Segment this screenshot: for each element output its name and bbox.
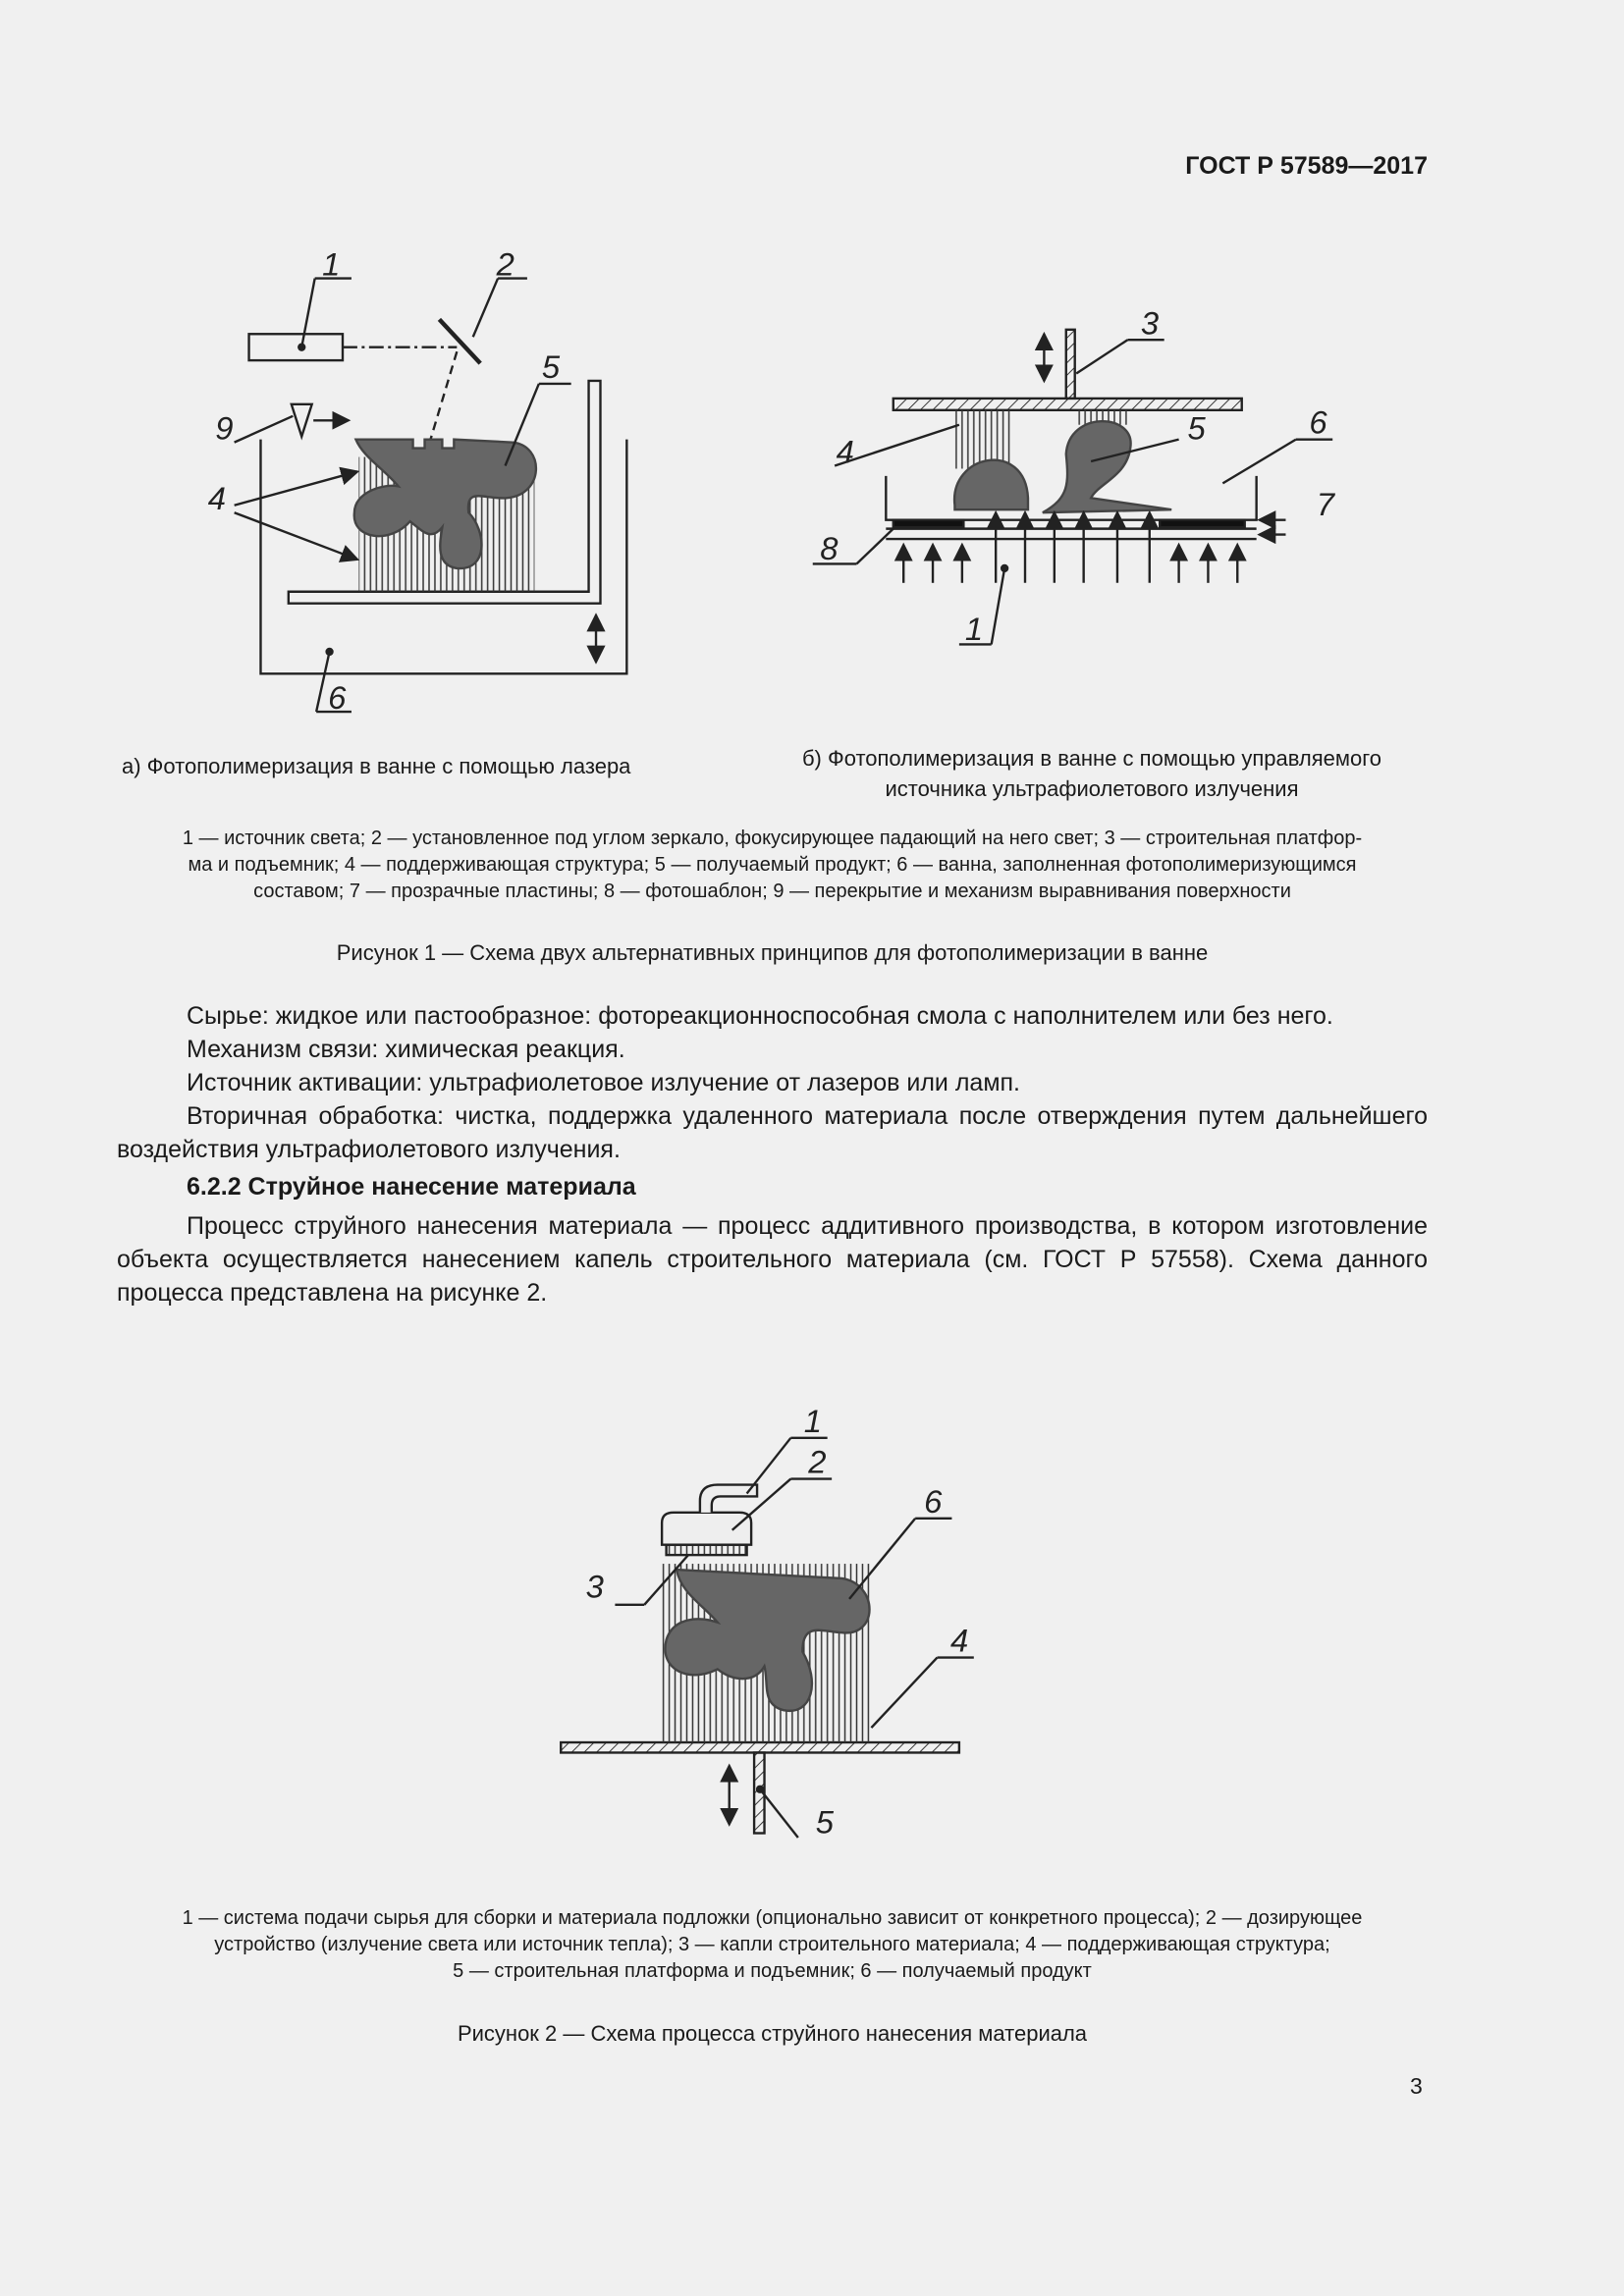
figure1b-caption-line: источника ультрафиолетового излучения <box>885 776 1299 801</box>
fig1b-label: 4 <box>836 433 854 470</box>
figure2-title: Рисунок 2 — Схема процесса струйного нанесения материала <box>457 2021 1088 2046</box>
fig1b-label: 7 <box>1316 486 1335 523</box>
fig1a-label: 6 <box>328 679 347 717</box>
fig1a-label: 4 <box>207 480 227 517</box>
body-text <box>117 999 1428 1309</box>
figure1a-laser-vat <box>235 279 627 712</box>
fig1b-label: 8 <box>820 529 839 566</box>
legend-line: 5 — строительная платформа и подъемник; 6 — получаемый продукт <box>453 1960 1092 1982</box>
figure2-material-jetting <box>561 1438 974 1841</box>
light-source <box>249 334 343 360</box>
fig2-label: 4 <box>949 1622 969 1659</box>
figure1-legend <box>117 826 1428 905</box>
recoater <box>292 404 312 437</box>
legend-line: 1 — система подачи сырья для сборки и материала подложки (опционально зависит от конкретного процесса); 2 — дозирующее <box>182 1907 1363 1929</box>
fig2-label: 1 <box>803 1402 823 1439</box>
paragraph: Сырье: жидкое или пастообразное: фотореакционноспособная смола с наполнителем или без него. <box>187 1002 1333 1030</box>
build-platform <box>561 1742 959 1752</box>
figure1b-caption-line: б) Фотополимеризация в ванне с помощью управляемого <box>801 746 1382 771</box>
figure1-title: Рисунок 1 — Схема двух альтернативных принципов для фотополимеризации в ванне <box>336 940 1209 965</box>
fig1a-label: 1 <box>322 245 341 283</box>
fig2-label: 3 <box>585 1568 604 1605</box>
fig2-label: 5 <box>815 1803 834 1841</box>
figure2-legend <box>117 1905 1428 1985</box>
figure1b-caption <box>748 743 1435 804</box>
dispenser <box>662 1513 751 1545</box>
figure1b-uv-vat <box>813 330 1332 645</box>
figure1a-caption: а) Фотополимеризация в ванне с помощью лазера <box>122 754 631 778</box>
fig1a-label: 5 <box>541 348 561 386</box>
fig1b-label: 6 <box>1309 403 1327 441</box>
fig2-label: 6 <box>924 1482 943 1520</box>
legend-line: 1 — источник света; 2 — установленное под углом зеркало, фокусирующее падающий на него свет; 3 — строительная платфор- <box>182 828 1363 849</box>
paragraph: Процесс струйного нанесения материала — процесс аддитивного производства, в котором изготовление объекта осуществляется нанесением капель строительного материала (см. ГОСТ Р 57558). Схема данного процесса представлена на рисунке 2. <box>117 1212 1428 1307</box>
legend-line: ма и подъемник; 4 — поддерживающая структура; 5 — получаемый продукт; 6 — ванна, заполненная фотополимеризующимся <box>188 854 1357 876</box>
fig1b-label: 5 <box>1187 409 1206 447</box>
mirror <box>439 319 480 363</box>
section-heading: 6.2.2 Струйное нанесение материала <box>187 1173 636 1201</box>
fig1b-label: 1 <box>964 610 984 647</box>
fig2-label: 2 <box>808 1443 827 1480</box>
paragraph: Механизм связи: химическая реакция. <box>187 1036 625 1063</box>
paragraph: Вторичная обработка: чистка, поддержка удаленного материала после отверждения путем дальнейшего воздействия ультрафиолетового излучения. <box>117 1102 1428 1163</box>
fig1b-label: 3 <box>1140 304 1160 342</box>
page-number: 3 <box>1410 2073 1423 2099</box>
fig1a-label: 9 <box>215 409 234 447</box>
fig1a-label: 2 <box>496 245 514 283</box>
legend-line: устройство (излучение света или источник тепла); 3 — капли строительного материала; 4 — поддерживающая структура; <box>214 1934 1330 1955</box>
build-platform <box>893 399 1242 410</box>
paragraph: Источник активации: ультрафиолетовое излучение от лазеров или ламп. <box>187 1069 1020 1096</box>
legend-line: составом; 7 — прозрачные пластины; 8 — фотошаблон; 9 — перекрытие и механизм выравнивания поверхности <box>253 881 1291 902</box>
document-id-header: ГОСТ Р 57589—2017 <box>1185 152 1428 180</box>
